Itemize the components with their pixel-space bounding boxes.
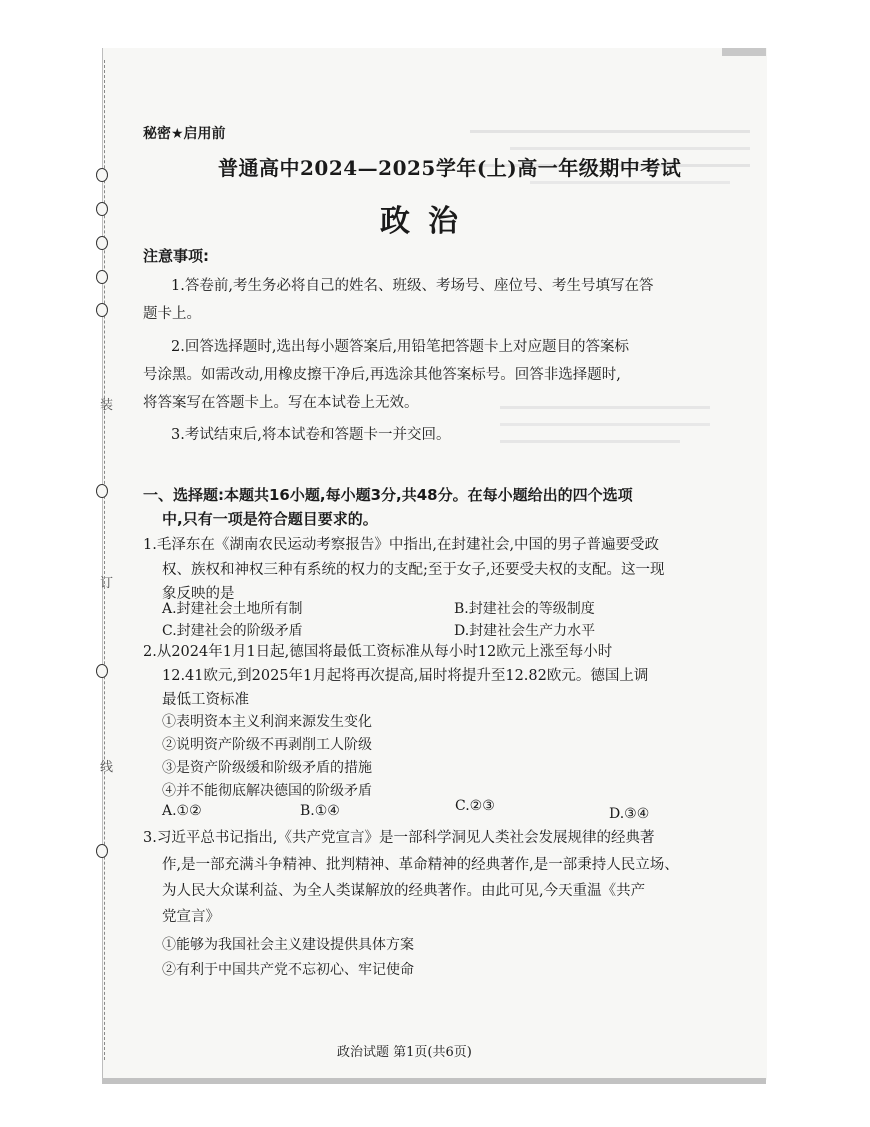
q2-statement-3: ③是资产阶级缓和阶级矛盾的措施 xyxy=(162,760,372,776)
q1-option-c: C.封建社会的阶级矛盾 xyxy=(162,623,303,639)
exam-title: 普通高中2024—2025学年(上)高一年级期中考试 xyxy=(218,156,682,180)
binding-hole-icon xyxy=(96,664,108,678)
q3-stem-line-3: 为人民大众谋利益、为全人类谋解放的经典著作。由此可见,今天重温《共产 xyxy=(162,883,646,899)
bleed-through-texture xyxy=(470,122,750,272)
q3-statement-1: ①能够为我国社会主义建设提供具体方案 xyxy=(162,937,414,953)
confidential-label: 秘密★启用前 xyxy=(143,126,226,142)
binding-hole-icon xyxy=(96,844,108,858)
scan-shadow-top xyxy=(722,48,766,56)
notice-item-2-line-3: 将答案写在答题卡上。写在本试卷上无效。 xyxy=(143,395,419,411)
q1-stem-line-3: 象反映的是 xyxy=(162,586,235,602)
q2-stem-line-3: 最低工资标准 xyxy=(162,692,249,708)
q2-option-a: A.①② xyxy=(162,803,202,819)
binding-label-zhuang: 装 xyxy=(100,398,114,413)
q3-stem-line-2: 作,是一部充满斗争精神、批判精神、革命精神的经典著作,是一部秉持人民立场、 xyxy=(162,857,679,873)
q2-stem-line-2: 12.41欧元,到2025年1月起将再次提高,届时将提升至12.82欧元。德国上调 xyxy=(162,668,649,684)
binding-hole-icon xyxy=(96,168,108,182)
scan-shadow-bottom xyxy=(102,1078,766,1084)
q2-option-d: D.③④ xyxy=(609,806,650,822)
binding-hole-icon xyxy=(96,202,108,216)
page-footer: 政治试题 第1页(共6页) xyxy=(337,1045,472,1060)
binding-label-ding: 订 xyxy=(100,576,114,591)
notice-item-1-line-1: 1.答卷前,考生务必将自己的姓名、班级、考场号、座位号、考生号填写在答 xyxy=(171,278,654,294)
notice-item-3: 3.考试结束后,将本试卷和答题卡一并交回。 xyxy=(171,427,451,443)
q3-statement-2: ②有利于中国共产党不忘初心、牢记使命 xyxy=(162,962,414,978)
q1-option-d: D.封建社会生产力水平 xyxy=(454,623,596,639)
q1-stem-line-1: 1.毛泽东在《湖南农民运动考察报告》中指出,在封建社会,中国的男子普遍要受政 xyxy=(143,537,660,553)
binding-label-xian: 线 xyxy=(100,760,114,775)
binding-hole-icon xyxy=(96,303,108,317)
q2-stem-line-1: 2.从2024年1月1日起,德国将最低工资标准从每小时12欧元上涨至每小时 xyxy=(143,644,613,660)
subject-title: 政治 xyxy=(380,204,476,239)
q2-option-c: C.②③ xyxy=(455,798,495,814)
notice-heading: 注意事项: xyxy=(143,247,209,265)
q1-stem-line-2: 权、族权和神权三种有系统的权力的支配;至于女子,还要受夫权的支配。这一现 xyxy=(162,562,665,578)
binding-hole-icon xyxy=(96,270,108,284)
q3-stem-line-4: 党宣言》 xyxy=(162,909,220,925)
q2-option-b: B.①④ xyxy=(300,803,340,819)
q2-statement-1: ①表明资本主义利润来源发生变化 xyxy=(162,714,372,730)
q2-statement-4: ④并不能彻底解决德国的阶级矛盾 xyxy=(162,783,372,799)
notice-item-2-line-2: 号涂黑。如需改动,用橡皮擦干净后,再选涂其他答案标号。回答非选择题时, xyxy=(143,367,621,383)
binding-hole-icon xyxy=(96,484,108,498)
q1-option-a: A.封建社会土地所有制 xyxy=(162,601,303,617)
q2-statement-2: ②说明资产阶级不再剥削工人阶级 xyxy=(162,737,372,753)
binding-hole-icon xyxy=(96,236,108,250)
notice-item-1-line-2: 题卡上。 xyxy=(143,306,201,322)
q3-stem-line-1: 3.习近平总书记指出,《共产党宣言》是一部科学洞见人类社会发展规律的经典著 xyxy=(143,830,655,846)
section-1-heading-line-2: 中,只有一项是符合题目要求的。 xyxy=(162,510,378,528)
notice-item-2-line-1: 2.回答选择题时,选出每小题答案后,用铅笔把答题卡上对应题目的答案标 xyxy=(171,339,630,355)
q1-option-b: B.封建社会的等级制度 xyxy=(454,601,595,617)
bleed-through-texture xyxy=(500,400,710,490)
section-1-heading-line-1: 一、选择题:本题共16小题,每小题3分,共48分。在每小题给出的四个选项 xyxy=(143,486,633,504)
